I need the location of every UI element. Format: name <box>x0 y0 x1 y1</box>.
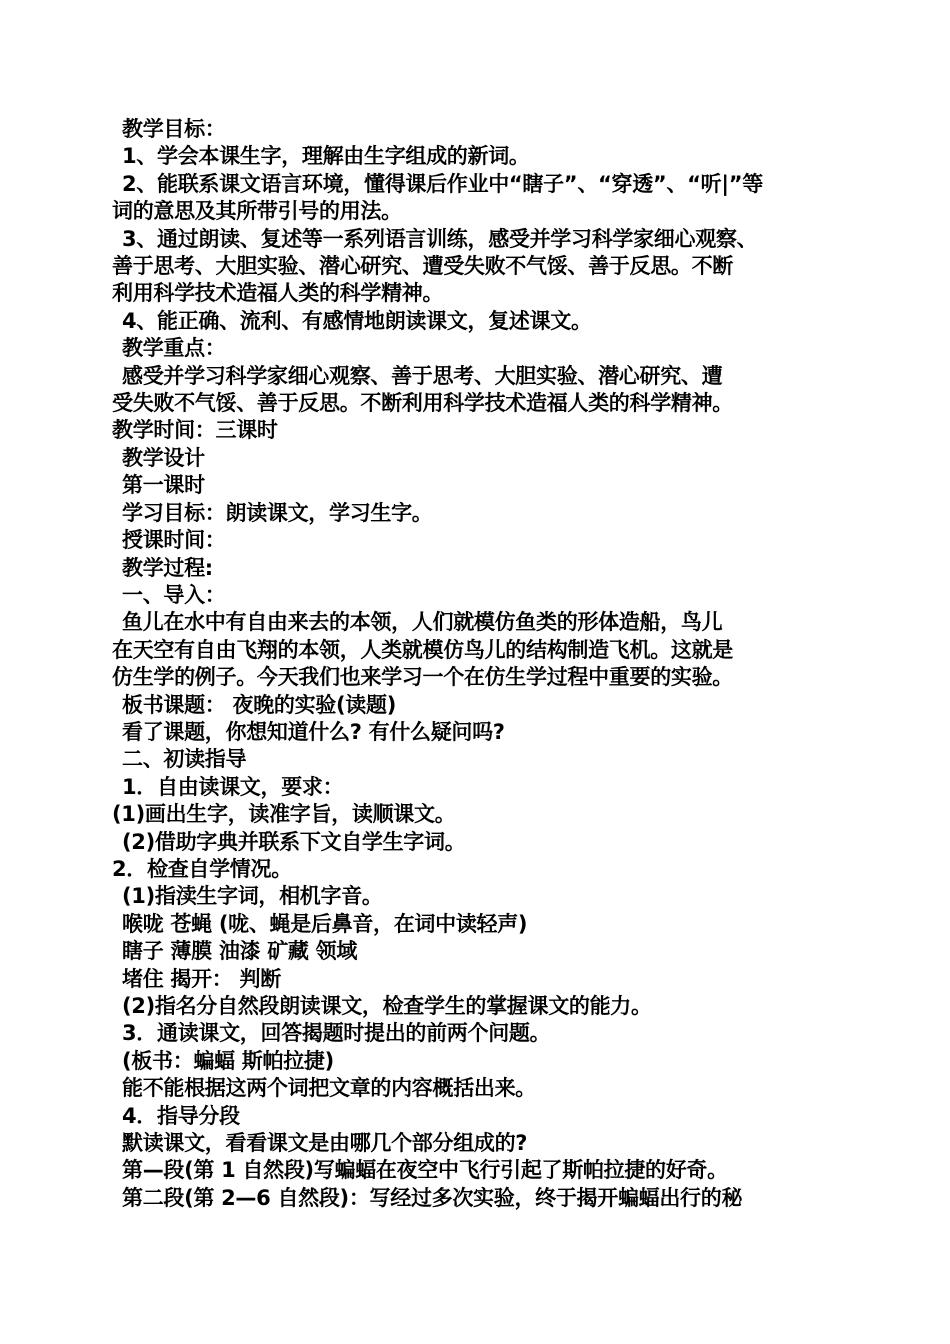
text-line: 喉咙 苍蝇 (咙、蝇是后鼻音，在词中读轻声) <box>122 911 528 936</box>
text-line: 能不能根据这两个词把文章的内容概括出来。 <box>122 1076 536 1101</box>
text-line: 在天空有自由飞翔的本领，人类就模仿鸟儿的结构制造飞机。这就是 <box>112 637 733 662</box>
text-line: 第二段(第 2—6 自然段)：写经过多次实验，终于揭开蝙蝠出行的秘 <box>122 1185 743 1210</box>
text-line: (2)借助字典并联系下文自学生字词。 <box>122 829 466 854</box>
text-line: 默读课文，看看课文是由哪几个部分组成的? <box>122 1131 528 1156</box>
text-line: (1)指渎生字词，相机字音。 <box>122 884 383 909</box>
text-line: 二、初读指导 <box>122 747 247 772</box>
text-line: 学习目标：朗读课文，学习生字。 <box>122 500 433 525</box>
text-line: 第—段(第 1 自然段)写蝙蝠在夜空中飞行引起了斯帕拉捷的好奇。 <box>122 1158 728 1183</box>
text-line: 词的意思及其所带引号的用法。 <box>112 199 402 224</box>
text-line: (2)指名分自然段朗读课文，检查学生的掌握课文的能力。 <box>122 994 652 1018</box>
text-line: 鱼儿在水中有自由来去的本领，人们就模仿鱼类的形体造船，鸟儿 <box>122 610 723 635</box>
text-line: 3．通读课文，回答揭题时提出的前两个问题。 <box>122 1021 551 1046</box>
text-line: 受失败不气馁、善于反思。不断利用科学技术造福人类的科学精神。 <box>112 391 733 416</box>
text-line: 教学过程: <box>122 555 213 580</box>
text-line: 1．自由读课文，要求： <box>122 774 344 799</box>
text-line: (板书：蝙蝠 斯帕拉捷) <box>122 1048 334 1073</box>
text-line: 瞎子 薄膜 油漆 矿藏 领域 <box>122 939 358 964</box>
text-line: 看了课题，你想知道什么? 有什么疑问吗? <box>122 719 505 744</box>
text-line: 教学设计 <box>122 445 205 470</box>
text-line: 2．检查自学情况。 <box>112 856 292 881</box>
text-line: 感受并学习科学家细心观察、善于思考、大胆实验、潜心研究、遭 <box>122 363 723 388</box>
text-line: 教学目标： <box>122 117 226 141</box>
text-line: 4．指导分段 <box>122 1103 240 1128</box>
text-line: (1)画出生字，读准字旨，读顺课文。 <box>112 802 456 827</box>
text-line: 3、通过朗读、复述等一系列语言训练，感受并学习科学家细心观察、 <box>122 226 758 251</box>
text-line: 教学重点： <box>122 336 226 361</box>
text-line: 教学时间：三课时 <box>112 418 278 443</box>
text-line: 2、能联系课文语言环境，懂得课后作业中“瞎子”、“穿透”、“听|”等 <box>122 171 763 196</box>
text-line: 善于思考、大胆实验、潜心研究、遭受失败不气馁、善于反思。不断 <box>112 254 733 279</box>
document-page <box>112 116 852 1212</box>
text-line: 一、导入： <box>122 582 226 607</box>
text-line: 板书课题： 夜晚的实验(读题) <box>122 692 397 717</box>
text-line: 第一课时 <box>122 473 205 498</box>
text-line: 仿生学的例子。今天我们也来学习一个在仿生学过程中重要的实验。 <box>112 665 733 690</box>
text-line: 1、学会本课生字，理解由生字组成的新词。 <box>122 144 530 169</box>
text-line: 授课时间： <box>122 528 226 553</box>
text-line: 堵住 揭开： 判断 <box>122 966 281 991</box>
text-line: 利用科学技术造福人类的科学精神。 <box>112 281 444 306</box>
text-line: 4、能正确、流利、有感情地朗读课文，复述课文。 <box>122 308 592 333</box>
